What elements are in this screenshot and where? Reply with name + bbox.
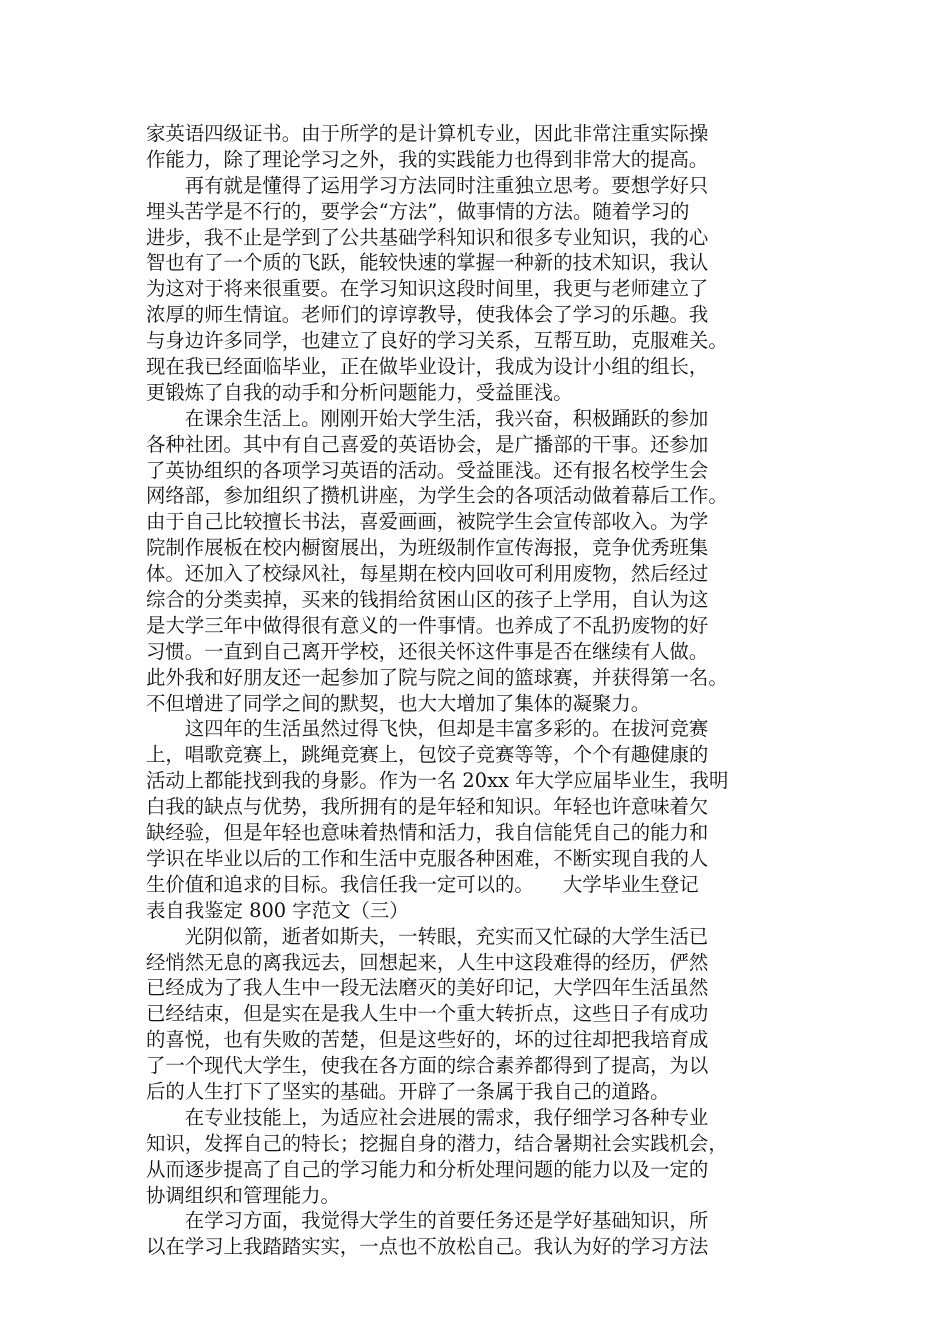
text-line: 活动上都能找到我的身影。作为一名 20xx 年大学应届毕业生，我明 bbox=[146, 769, 729, 793]
text-line: 与身边许多同学，也建立了良好的学习关系，互帮互助，克服难关。 bbox=[146, 329, 728, 353]
text-line: 在专业技能上，为适应社会进展的需求，我仔细学习各种专业 bbox=[146, 1105, 709, 1129]
text-line: 的喜悦，也有失败的苦楚，但是这些好的，坏的过往却把我培育成 bbox=[146, 1028, 709, 1052]
text-line: 浓厚的师生情谊。老师们的谆谆教导，使我体会了学习的乐趣。我 bbox=[146, 303, 709, 327]
text-line: 网络部，参加组织了攒机讲座，为学生会的各项活动做着幕后工作。 bbox=[146, 484, 728, 508]
text-line: 埋头苦学是不行的，要学会“方法”，做事情的方法。随着学习的 bbox=[146, 199, 690, 223]
text-line: 各种社团。其中有自己喜爱的英语协会，是广播部的干事。还参加 bbox=[146, 432, 709, 456]
text-line: 后的人生打下了坚实的基础。开辟了一条属于我自己的道路。 bbox=[146, 1079, 670, 1103]
text-line: 已经结束，但是实在是我人生中一个重大转折点，这些日子有成功 bbox=[146, 1002, 709, 1026]
text-line: 院制作展板在校内橱窗展出，为班级制作宣传海报，竞争优秀班集 bbox=[146, 536, 709, 560]
text-line: 知识，发挥自己的特长；挖掘自身的潜力，结合暑期社会实践机会， bbox=[146, 1131, 728, 1155]
text-line: 这四年的生活虽然过得飞快，但却是丰富多彩的。在拔河竞赛 bbox=[146, 717, 709, 741]
text-line: 此外我和好朋友还一起参加了院与院之间的篮球赛，并获得第一名。 bbox=[146, 665, 728, 689]
text-line: 家英语四级证书。由于所学的是计算机专业，因此非常注重实际操 bbox=[146, 122, 709, 145]
text-line: 生价值和追求的目标。我信任我一定可以的。 大学毕业生登记 bbox=[146, 872, 699, 896]
text-line: 更锻炼了自我的动手和分析问题能力，受益匪浅。 bbox=[146, 380, 573, 404]
text-line: 进步，我不止是学到了公共基础学科知识和很多专业知识，我的心 bbox=[146, 225, 709, 249]
text-line: 从而逐步提高了自己的学习能力和分析处理问题的能力以及一定的 bbox=[146, 1157, 709, 1181]
text-line: 以在学习上我踏踏实实，一点也不放松自己。我认为好的学习方法 bbox=[146, 1235, 709, 1259]
text-line: 白我的缺点与优势，我所拥有的是年轻和知识。年轻也许意味着欠 bbox=[146, 795, 709, 819]
text-line: 在课余生活上。刚刚开始大学生活，我兴奋，积极踊跃的参加 bbox=[146, 406, 709, 430]
document-body-text bbox=[146, 121, 822, 1260]
text-line: 了英协组织的各项学习英语的活动。受益匪浅。还有报名校学生会 bbox=[146, 458, 709, 482]
text-line: 习惯。一直到自己离开学校，还很关怀这件事是否在继续有人做。 bbox=[146, 639, 709, 663]
text-line: 综合的分类卖掉，买来的钱捐给贫困山区的孩子上学用，自认为这 bbox=[146, 588, 709, 612]
text-line: 是大学三年中做得很有意义的一件事情。也养成了不乱扔废物的好 bbox=[146, 613, 709, 637]
text-line: 了一个现代大学生，使我在各方面的综合素养都得到了提高，为以 bbox=[146, 1054, 709, 1078]
text-line: 再有就是懂得了运用学习方法同时注重独立思考。要想学好只 bbox=[146, 173, 709, 197]
text-line: 不但增进了同学之间的默契，也大大增加了集体的凝聚力。 bbox=[146, 691, 651, 715]
text-line: 体。还加入了校绿风社，每星期在校内回收可利用废物，然后经过 bbox=[146, 562, 709, 586]
text-line: 学识在毕业以后的工作和生活中克服各种困难，不断实现自我的人 bbox=[146, 846, 709, 870]
text-line: 表自我鉴定 800 字范文（三） bbox=[146, 898, 409, 922]
text-line: 上，唱歌竞赛上，跳绳竞赛上，包饺子竞赛等等，个个有趣健康的 bbox=[146, 743, 709, 767]
text-line: 现在我已经面临毕业，正在做毕业设计，我成为设计小组的组长， bbox=[146, 355, 709, 379]
text-line: 已经成为了我人生中一段无法磨灭的美好印记，大学四年生活虽然 bbox=[146, 976, 709, 1000]
text-line: 由于自己比较擅长书法，喜爱画画，被院学生会宣传部收入。为学 bbox=[146, 510, 709, 534]
text-line: 智也有了一个质的飞跃，能较快速的掌握一种新的技术知识，我认 bbox=[146, 251, 709, 275]
text-line: 在学习方面，我觉得大学生的首要任务还是学好基础知识，所 bbox=[146, 1209, 709, 1233]
text-line: 为这对于将来很重要。在学习知识这段时间里，我更与老师建立了 bbox=[146, 277, 709, 301]
text-line: 作能力，除了理论学习之外，我的实践能力也得到非常大的提高。 bbox=[146, 147, 709, 171]
text-line: 光阴似箭，逝者如斯夫，一转眼，充实而又忙碌的大学生活已 bbox=[146, 924, 709, 948]
text-line: 经悄然无息的离我远去，回想起来，人生中这段难得的经历，俨然 bbox=[146, 950, 709, 974]
text-line: 协调组织和管理能力。 bbox=[146, 1183, 340, 1207]
text-line: 缺经验，但是年轻也意味着热情和活力，我自信能凭自己的能力和 bbox=[146, 821, 709, 845]
